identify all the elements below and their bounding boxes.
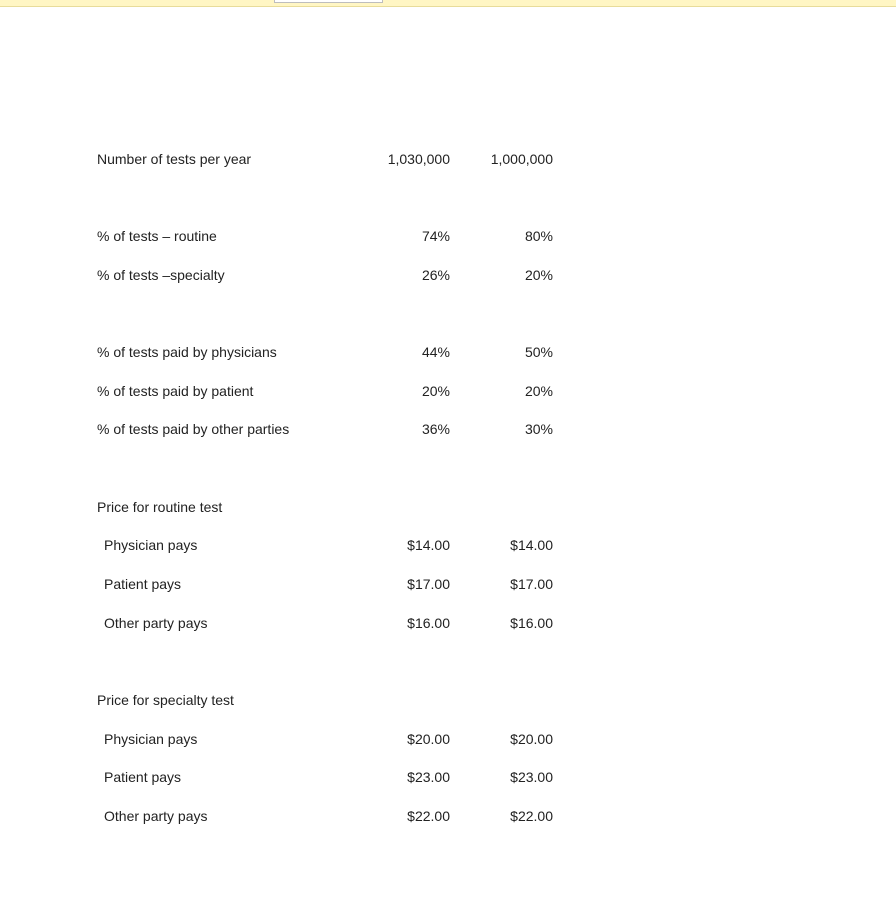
row-label: Patient pays <box>104 576 182 592</box>
value-col-2: $20.00 <box>510 731 553 747</box>
value-col-1: $17.00 <box>407 576 450 592</box>
row-label: % of tests paid by patient <box>97 383 254 399</box>
value-col-1: 20% <box>421 383 450 399</box>
value-col-1: $22.00 <box>407 808 450 824</box>
table-row <box>0 806 896 826</box>
value-col-2: 30% <box>524 421 553 437</box>
value-col-1: 1,030,000 <box>387 151 450 167</box>
value-col-1: $20.00 <box>407 731 450 747</box>
row-label: Other party pays <box>104 615 208 631</box>
value-col-1: 36% <box>421 421 450 437</box>
value-col-1: $23.00 <box>407 769 450 785</box>
table-row <box>0 419 896 439</box>
section-title: Price for specialty test <box>97 692 234 708</box>
table-row <box>0 574 896 594</box>
value-col-2: 50% <box>524 344 553 360</box>
value-col-1: 44% <box>421 344 450 360</box>
value-col-2: $22.00 <box>510 808 553 824</box>
value-col-1: $14.00 <box>407 537 450 553</box>
row-label: % of tests –specialty <box>97 267 225 283</box>
value-col-1: 26% <box>421 267 450 283</box>
value-col-1: 74% <box>421 228 450 244</box>
value-col-2: 20% <box>524 383 553 399</box>
row-label: Physician pays <box>104 537 198 553</box>
value-col-2: $17.00 <box>510 576 553 592</box>
value-col-2: $23.00 <box>510 769 553 785</box>
table-row <box>0 149 896 169</box>
row-label: Number of tests per year <box>97 151 252 167</box>
table-row <box>0 342 896 362</box>
table-row <box>0 613 896 633</box>
table-row <box>0 767 896 787</box>
value-col-2: 1,000,000 <box>490 151 553 167</box>
row-label: Patient pays <box>104 769 182 785</box>
table-row <box>0 265 896 285</box>
table-row <box>0 729 896 749</box>
row-label: Other party pays <box>104 808 208 824</box>
value-col-2: $16.00 <box>510 615 553 631</box>
section-header-routine <box>0 497 896 517</box>
table-row <box>0 226 896 246</box>
value-col-2: 80% <box>524 228 553 244</box>
table-row <box>0 381 896 401</box>
table-row <box>0 535 896 555</box>
value-col-1: $16.00 <box>407 615 450 631</box>
row-label: Physician pays <box>104 731 198 747</box>
section-header-specialty <box>0 690 896 710</box>
row-label: % of tests – routine <box>97 228 217 244</box>
row-label: % of tests paid by physicians <box>97 344 277 360</box>
row-label: % of tests paid by other parties <box>97 421 290 437</box>
value-col-2: 20% <box>524 267 553 283</box>
section-title: Price for routine test <box>97 499 223 515</box>
value-col-2: $14.00 <box>510 537 553 553</box>
